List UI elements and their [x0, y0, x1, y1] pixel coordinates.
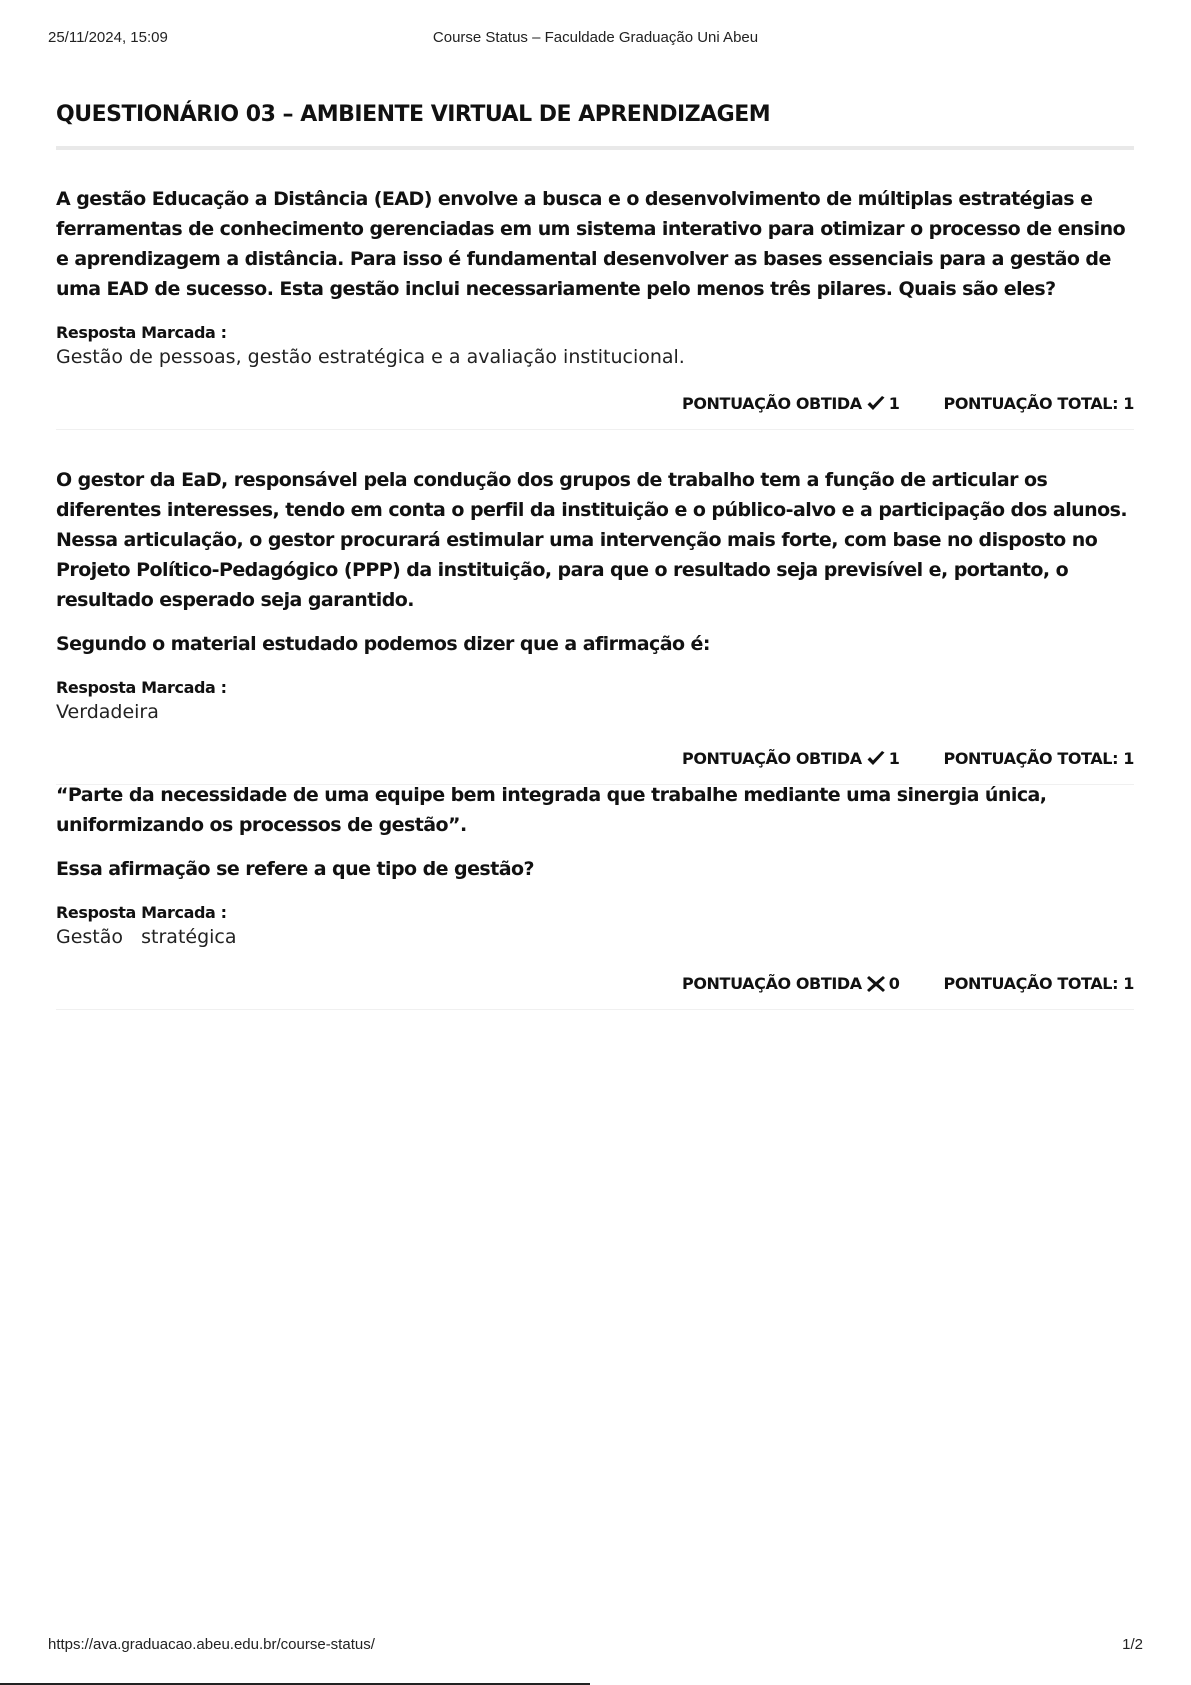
question-2-prompt: Segundo o material estudado podemos dizer que a afirmação é:	[56, 633, 710, 655]
question-3-score-total: PONTUAÇÃO TOTAL: 1	[943, 974, 1134, 993]
print-date: 25/11/2024, 15:09	[48, 29, 168, 46]
quiz-title: QUESTIONÁRIO 03 – AMBIENTE VIRTUAL DE APRENDIZAGEM	[56, 102, 771, 127]
score-obtained-label: PONTUAÇÃO OBTIDA	[682, 394, 862, 413]
page-url: https://ava.graduacao.abeu.edu.br/course-status/	[48, 1636, 375, 1653]
question-1-score-obtained	[682, 394, 899, 413]
question-3	[56, 780, 1134, 1010]
print-footer	[48, 1636, 1143, 1656]
title-divider	[56, 146, 1134, 150]
question-1-answer-label: Resposta Marcada :	[56, 323, 227, 342]
score-obtained-label: PONTUAÇÃO OBTIDA	[682, 749, 862, 768]
question-1-text: A gestão Educação a Distância (EAD) envolve a busca e o desenvolvimento de múltiplas estratégias e ferramentas de conhecimento gerenciadas em um sistema interativo para otimizar o processo de ensino e aprendizagem a distância. Para isso é fundamental desenvolver as bases essenciais para a gestão de uma EAD de sucesso. Esta gestão inclui necessariamente pelo menos três pilares. Quais são eles?	[56, 188, 1126, 300]
question-1-score-row	[56, 394, 1134, 413]
question-3-score-row	[56, 974, 1134, 993]
question-2-score-obtained	[682, 749, 899, 768]
question-1-answer: Gestão de pessoas, gestão estratégica e a avaliação institucional.	[56, 346, 685, 368]
question-2-answer: Verdadeira	[56, 701, 159, 723]
check-icon	[866, 395, 886, 413]
question-1	[56, 184, 1134, 430]
check-icon	[866, 750, 886, 768]
print-header	[48, 29, 1143, 49]
question-divider	[56, 429, 1134, 430]
question-2-score-row	[56, 749, 1134, 768]
question-2-score-total: PONTUAÇÃO TOTAL: 1	[943, 749, 1134, 768]
question-3-score: 0	[888, 974, 900, 993]
page-number: 1/2	[1122, 1636, 1143, 1653]
cross-icon	[866, 975, 886, 993]
question-2-answer-label: Resposta Marcada :	[56, 678, 227, 697]
question-3-prompt: Essa afirmação se refere a que tipo de gestão?	[56, 858, 534, 880]
question-divider	[56, 1009, 1134, 1010]
question-3-score-obtained	[682, 974, 899, 993]
question-2	[56, 465, 1134, 785]
question-3-text: “Parte da necessidade de uma equipe bem integrada que trabalhe mediante uma sinergia única, uniformizando os processos de gestão”.	[56, 784, 1047, 836]
print-document-title: Course Status – Faculdade Graduação Uni Abeu	[432, 29, 759, 46]
question-2-score: 1	[888, 749, 900, 768]
question-1-score-total: PONTUAÇÃO TOTAL: 1	[943, 394, 1134, 413]
question-3-answer: Gestão stratégica	[56, 926, 237, 948]
score-obtained-label: PONTUAÇÃO OBTIDA	[682, 974, 862, 993]
question-2-text: O gestor da EaD, responsável pela condução dos grupos de trabalho tem a função de articular os diferentes interesses, tendo em conta o perfil da instituição e o público-alvo e a participação dos alunos. Nessa articulação, o gestor procurará estimular uma intervenção mais forte, com base no disposto no Projeto Político-Pedagógico (PPP) da instituição, para que o resultado seja previsível e, portanto, o resultado esperado seja garantido.	[56, 469, 1128, 611]
question-3-answer-label: Resposta Marcada :	[56, 903, 227, 922]
question-1-score: 1	[888, 394, 900, 413]
